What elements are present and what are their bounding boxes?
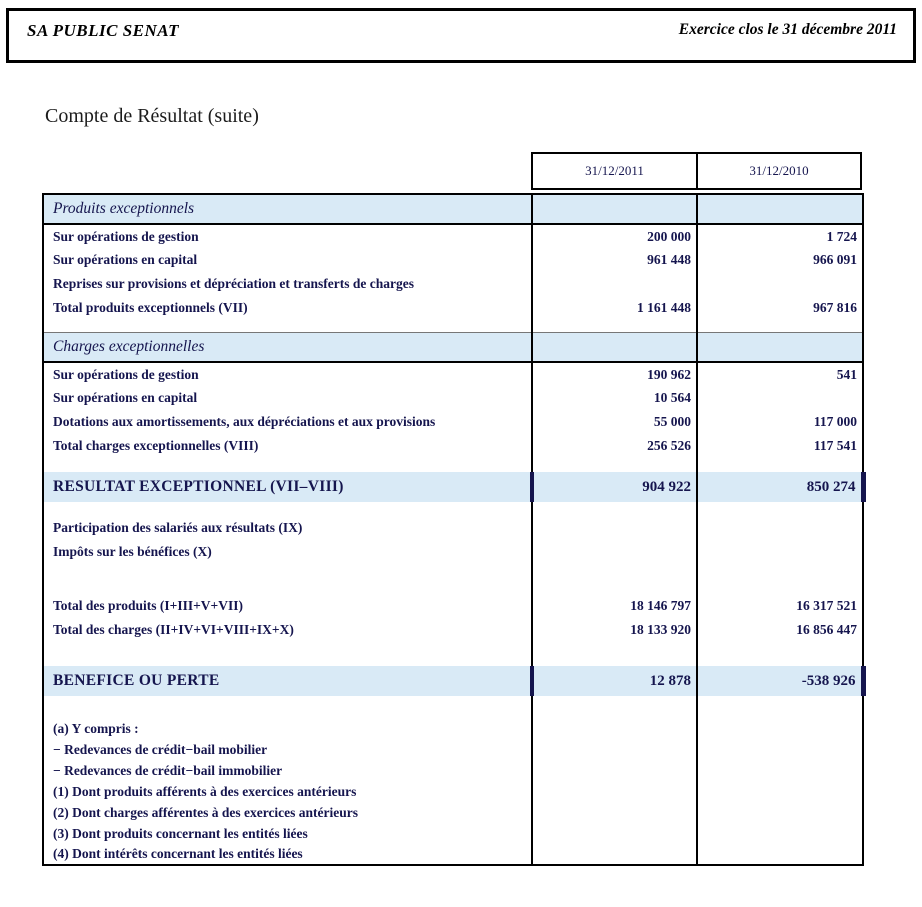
value-2010: -538 926 <box>697 666 863 696</box>
value-2011: 18 133 920 <box>532 618 697 642</box>
table-row <box>43 666 863 696</box>
value-2011: 256 526 <box>532 434 697 458</box>
row-label: (2) Dont charges afférentes à des exercices antérieurs <box>43 802 532 823</box>
row-label: Total des produits (I+III+V+VII) <box>43 594 532 618</box>
value-2011 <box>532 696 697 718</box>
value-2010: 117 000 <box>813 414 857 429</box>
value-2011: 904 922 <box>532 472 697 502</box>
value-2010 <box>697 194 863 224</box>
value-2010: 117 541 <box>813 438 857 453</box>
spacer-row <box>43 564 863 594</box>
value-2010 <box>697 386 863 410</box>
value-2010: 967 816 <box>813 300 857 315</box>
income-statement-sheet <box>42 152 862 866</box>
table-row <box>43 194 863 224</box>
table-row <box>43 386 863 410</box>
row-label: Sur opérations en capital <box>43 248 532 272</box>
value-2010: 850 274 <box>697 472 863 502</box>
value-2010 <box>697 642 863 666</box>
table-row <box>43 844 863 865</box>
table-row <box>43 332 863 362</box>
value-2011 <box>532 564 697 594</box>
document-header <box>6 8 916 63</box>
value-2011 <box>532 458 697 472</box>
value-2010 <box>697 739 863 760</box>
spacer-row <box>43 458 863 472</box>
page-title: Compte de Résultat (suite) <box>45 105 259 127</box>
row-label: Sur opérations de gestion <box>43 224 532 248</box>
row-label <box>43 642 532 666</box>
row-label: RESULTAT EXCEPTIONNEL (VII–VIII) <box>43 472 532 502</box>
row-label <box>43 502 532 516</box>
row-label: Produits exceptionnels <box>43 194 532 224</box>
row-label: − Redevances de crédit−bail mobilier <box>43 739 532 760</box>
table-row <box>43 781 863 802</box>
value-2011: 1 161 448 <box>532 296 697 320</box>
table-row <box>43 434 863 458</box>
value-2011 <box>532 272 697 296</box>
value-2011 <box>532 802 697 823</box>
value-2011 <box>532 760 697 781</box>
value-2011 <box>532 540 697 564</box>
row-label: (a) Y compris : <box>43 718 532 739</box>
table-row <box>43 296 863 320</box>
table-row <box>43 224 863 248</box>
value-2010 <box>697 696 863 718</box>
value-2010 <box>697 760 863 781</box>
spacer-row <box>43 642 863 666</box>
value-2010: 966 091 <box>813 252 857 267</box>
table-row <box>43 516 863 540</box>
value-2010 <box>697 272 863 296</box>
value-2011: 18 146 797 <box>532 594 697 618</box>
table-row <box>43 802 863 823</box>
value-2010 <box>697 540 863 564</box>
row-label: Sur opérations de gestion <box>43 362 532 386</box>
value-2011 <box>532 516 697 540</box>
value-2010 <box>697 781 863 802</box>
value-2011 <box>532 781 697 802</box>
value-2010 <box>697 802 863 823</box>
row-label <box>43 458 532 472</box>
row-label: Total des charges (II+IV+VI+VIII+IX+X) <box>43 618 532 642</box>
value-2011 <box>532 320 697 332</box>
value-2011 <box>532 844 697 865</box>
table-row <box>43 618 863 642</box>
value-2011: 10 564 <box>532 386 697 410</box>
row-label: (3) Dont produits concernant les entités liées <box>43 823 532 844</box>
table-row <box>43 594 863 618</box>
spacer-row <box>43 696 863 718</box>
row-label: Total charges exceptionnelles (VIII) <box>43 434 532 458</box>
table-row <box>43 760 863 781</box>
row-label: Dotations aux amortissements, aux dépréciations et aux provisions <box>43 410 532 434</box>
value-2011: 961 448 <box>532 248 697 272</box>
row-label <box>43 564 532 594</box>
value-2010 <box>697 718 863 739</box>
value-2011 <box>532 502 697 516</box>
table-row <box>43 718 863 739</box>
row-label <box>43 696 532 718</box>
value-2011: 12 878 <box>532 666 697 696</box>
value-2011: 55 000 <box>532 410 697 434</box>
column-headers <box>531 152 862 190</box>
row-label: Impôts sur les bénéfices (X) <box>43 540 532 564</box>
row-label: (1) Dont produits afférents à des exercices antérieurs <box>43 781 532 802</box>
table-row <box>43 248 863 272</box>
table-row <box>43 362 863 386</box>
row-label: (4) Dont intérêts concernant les entités liées <box>43 844 532 865</box>
value-2010 <box>697 458 863 472</box>
value-2010: 16 317 521 <box>796 598 857 613</box>
value-2011 <box>532 332 697 362</box>
value-2010 <box>697 502 863 516</box>
value-2010 <box>697 844 863 865</box>
fiscal-year-label: Exercice clos le 31 décembre 2011 <box>678 21 897 38</box>
row-label: Sur opérations en capital <box>43 386 532 410</box>
value-2011 <box>532 739 697 760</box>
value-2011 <box>532 642 697 666</box>
value-2010 <box>697 320 863 332</box>
table-row <box>43 823 863 844</box>
column-header-2010: 31/12/2010 <box>749 163 809 178</box>
row-label <box>43 320 532 332</box>
row-label: Reprises sur provisions et dépréciation et transferts de charges <box>43 272 532 296</box>
value-2010: 16 856 447 <box>796 622 857 637</box>
company-name: SA PUBLIC SENAT <box>27 21 180 40</box>
table-row <box>43 739 863 760</box>
value-2010: 1 724 <box>826 228 857 244</box>
value-2011: 200 000 <box>532 224 697 248</box>
value-2011 <box>532 823 697 844</box>
value-2010: 541 <box>836 366 857 382</box>
table-row <box>43 410 863 434</box>
spacer-row <box>43 502 863 516</box>
value-2011 <box>532 194 697 224</box>
row-label: Participation des salariés aux résultats (IX) <box>43 516 532 540</box>
row-label: Charges exceptionnelles <box>43 332 532 362</box>
value-2010 <box>697 564 863 594</box>
table-row <box>43 540 863 564</box>
table-row <box>43 472 863 502</box>
value-2010 <box>697 823 863 844</box>
spacer-row <box>43 320 863 332</box>
row-label: BENEFICE OU PERTE <box>43 666 532 696</box>
value-2010 <box>697 332 863 362</box>
value-2010 <box>697 516 863 540</box>
column-header-2011: 31/12/2011 <box>533 154 698 188</box>
value-2011: 190 962 <box>532 362 697 386</box>
row-label: − Redevances de crédit−bail immobilier <box>43 760 532 781</box>
value-2011 <box>532 718 697 739</box>
income-statement-table <box>42 193 866 866</box>
table-row <box>43 272 863 296</box>
row-label: Total produits exceptionnels (VII) <box>43 296 532 320</box>
income-statement-body <box>43 194 863 865</box>
